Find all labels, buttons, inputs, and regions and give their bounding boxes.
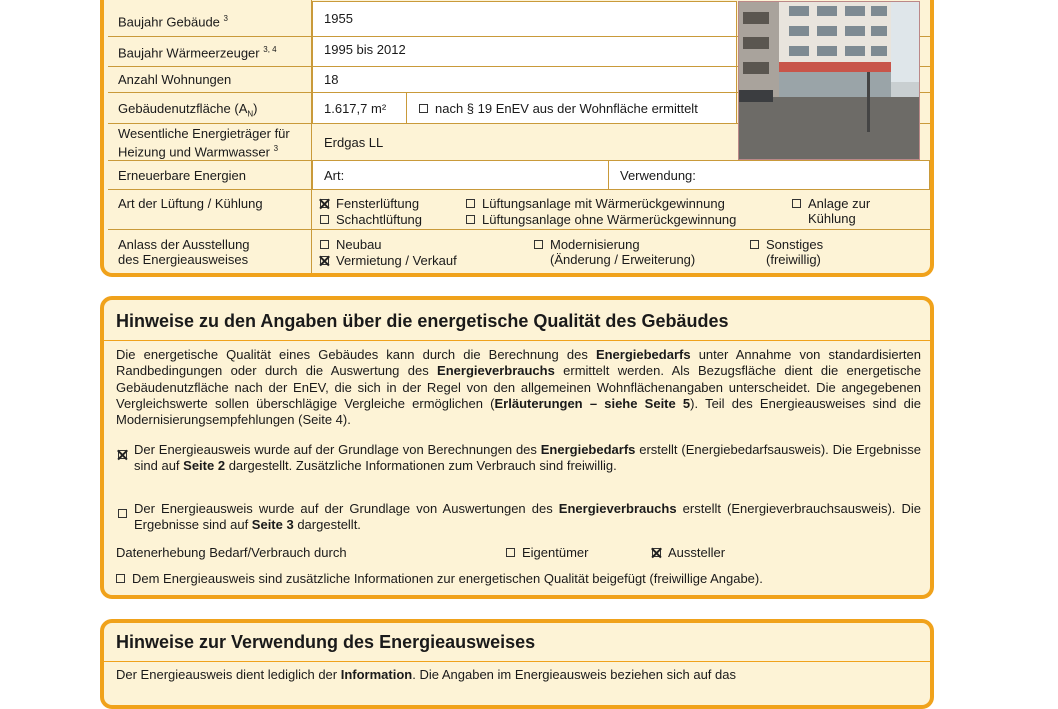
erneuerbare-label: Erneuerbare Energien	[118, 168, 246, 183]
checkbox-checked-icon[interactable]	[118, 450, 127, 459]
option-eigentuemer[interactable]: Eigentümer	[506, 545, 588, 560]
verwendung-paragraph: Der Energieausweis dient lediglich der Information. Die Angaben im Energieausweis beziehen sich auf das	[116, 667, 736, 682]
erneuerbare-art-field	[312, 160, 609, 190]
baujahr-gebaeude-value: 1955	[324, 11, 353, 26]
option-aussteller[interactable]: Aussteller	[652, 545, 725, 560]
checkbox-icon[interactable]	[466, 199, 475, 208]
option-kuehlung[interactable]: Anlage zur Kühlung	[792, 196, 870, 226]
checkbox-icon[interactable]	[320, 240, 329, 249]
verbrauchsausweis-checkbox[interactable]	[118, 505, 134, 523]
hinweise-verwendung-panel	[100, 619, 934, 709]
title-divider	[104, 340, 930, 341]
option-lueftung-ohne-wrg[interactable]: Lüftungsanlage ohne Wärmerückgewinnung	[466, 212, 736, 227]
erneuerbare-art: Art:	[324, 168, 345, 183]
option-lueftung-mit-wrg[interactable]: Lüftungsanlage mit Wärmerückgewinnung	[466, 196, 725, 211]
option-sonstiges[interactable]: Sonstiges (freiwillig)	[750, 237, 823, 267]
datenerhebung-label: Datenerhebung Bedarf/Verbrauch durch	[116, 545, 347, 560]
option-modernisierung[interactable]: Modernisierung (Änderung / Erweiterung)	[534, 237, 695, 267]
bedarfsausweis-checkbox[interactable]	[118, 446, 134, 464]
hinweise-qualitaet-title: Hinweise zu den Angaben über die energetische Qualität des Gebäudes	[116, 311, 729, 331]
anlass-label: Anlass der Ausstellung des Energieausweises	[118, 237, 250, 267]
option-vermietung-verkauf[interactable]: Vermietung / Verkauf	[320, 253, 457, 268]
bedarfsausweis-text: Der Energieausweis wurde auf der Grundlage von Berechnungen des Energiebedarfs erstellt (Energiebedarfsausweis). Die Ergebnisse sind auf Seite 2 dargestellt. Zusätzliche Informationen zum Verbrauch sind freiwillig.	[134, 442, 922, 474]
checkbox-icon[interactable]	[116, 574, 125, 583]
hinweise-qualitaet-panel	[100, 296, 934, 599]
baujahr-waermeerzeuger-value: 1995 bis 2012	[324, 42, 406, 57]
checkbox-icon[interactable]	[466, 215, 475, 224]
nutzflaeche-label: Gebäudenutzfläche $(A_N)$	[118, 101, 258, 119]
checkbox-icon[interactable]	[792, 199, 801, 208]
checkbox-icon[interactable]	[534, 240, 543, 249]
nutzflaeche-option[interactable]: nach § 19 EnEV aus der Wohnfläche ermittelt	[419, 101, 698, 116]
nutzflaeche-value: 1.617,7 m²	[324, 101, 387, 116]
hinweise-verwendung-title: Hinweise zur Verwendung des Energieausweises	[116, 632, 536, 652]
lueftung-label: Art der Lüftung / Kühlung	[118, 196, 263, 211]
anzahl-wohnungen-field	[312, 66, 737, 93]
anzahl-wohnungen-label: Anzahl Wohnungen	[118, 72, 232, 87]
checkbox-icon[interactable]	[506, 548, 515, 557]
checkbox-icon[interactable]	[320, 215, 329, 224]
row-divider	[108, 229, 930, 230]
baujahr-gebaeude-label: Baujahr Gebäude $^3$	[118, 14, 228, 30]
checkbox-checked-icon[interactable]	[320, 199, 329, 208]
checkbox-icon[interactable]	[419, 104, 428, 113]
building-photo	[738, 1, 920, 160]
checkbox-checked-icon[interactable]	[652, 548, 661, 557]
option-schachtlueftung[interactable]: Schachtlüftung	[320, 212, 422, 227]
baujahr-waermeerzeuger-label: Baujahr Wärmeerzeuger $^{3, 4}$	[118, 45, 277, 61]
option-neubau[interactable]: Neubau	[320, 237, 382, 252]
title-divider	[104, 661, 930, 662]
checkbox-icon[interactable]	[750, 240, 759, 249]
checkbox-icon[interactable]	[118, 509, 127, 518]
energietraeger-label: Wesentliche Energieträger für Heizung und Warmwasser $^3$	[118, 126, 290, 160]
option-fensterlueftung[interactable]: Fensterlüftung	[320, 196, 419, 211]
anzahl-wohnungen-value: 18	[324, 72, 339, 87]
intro-paragraph: Die energetische Qualität eines Gebäudes kann durch die Berechnung des Energiebedarfs unter Annahme von standardisierten Randbedingungen oder durch die Auswertung des Energieverbrauchs ermittelt werden. Als Bezugsfläche dient die energetische Gebäudenutzfläche nach der EnEV, die sich in der Regel von den allgemeinen Wohnflächenangaben unterscheidet. Die angegebenen Vergleichswerte sollen überschlägige Vergleiche ermöglichen (Erläuterungen – siehe Seite 5). Teil des Energieausweises sind die Modernisierungsempfehlungen (Seite 4).	[116, 347, 922, 428]
erneuerbare-verwendung: Verwendung:	[620, 168, 696, 183]
verbrauchsausweis-text: Der Energieausweis wurde auf der Grundlage von Auswertungen des Energieverbrauchs erstellt (Energieverbrauchsausweis). Die Ergebnisse sind auf Seite 3 dargestellt.	[134, 501, 921, 533]
checkbox-checked-icon[interactable]	[320, 256, 329, 265]
baujahr-gebaeude-field	[312, 1, 737, 37]
energietraeger-value: Erdgas LL	[324, 135, 384, 150]
building-data-panel	[100, 0, 934, 277]
option-zusatzinformationen[interactable]: Dem Energieausweis sind zusätzliche Informationen zur energetischen Qualität beigefügt (freiwillige Angabe).	[116, 571, 763, 586]
building-photo-image	[739, 2, 919, 159]
